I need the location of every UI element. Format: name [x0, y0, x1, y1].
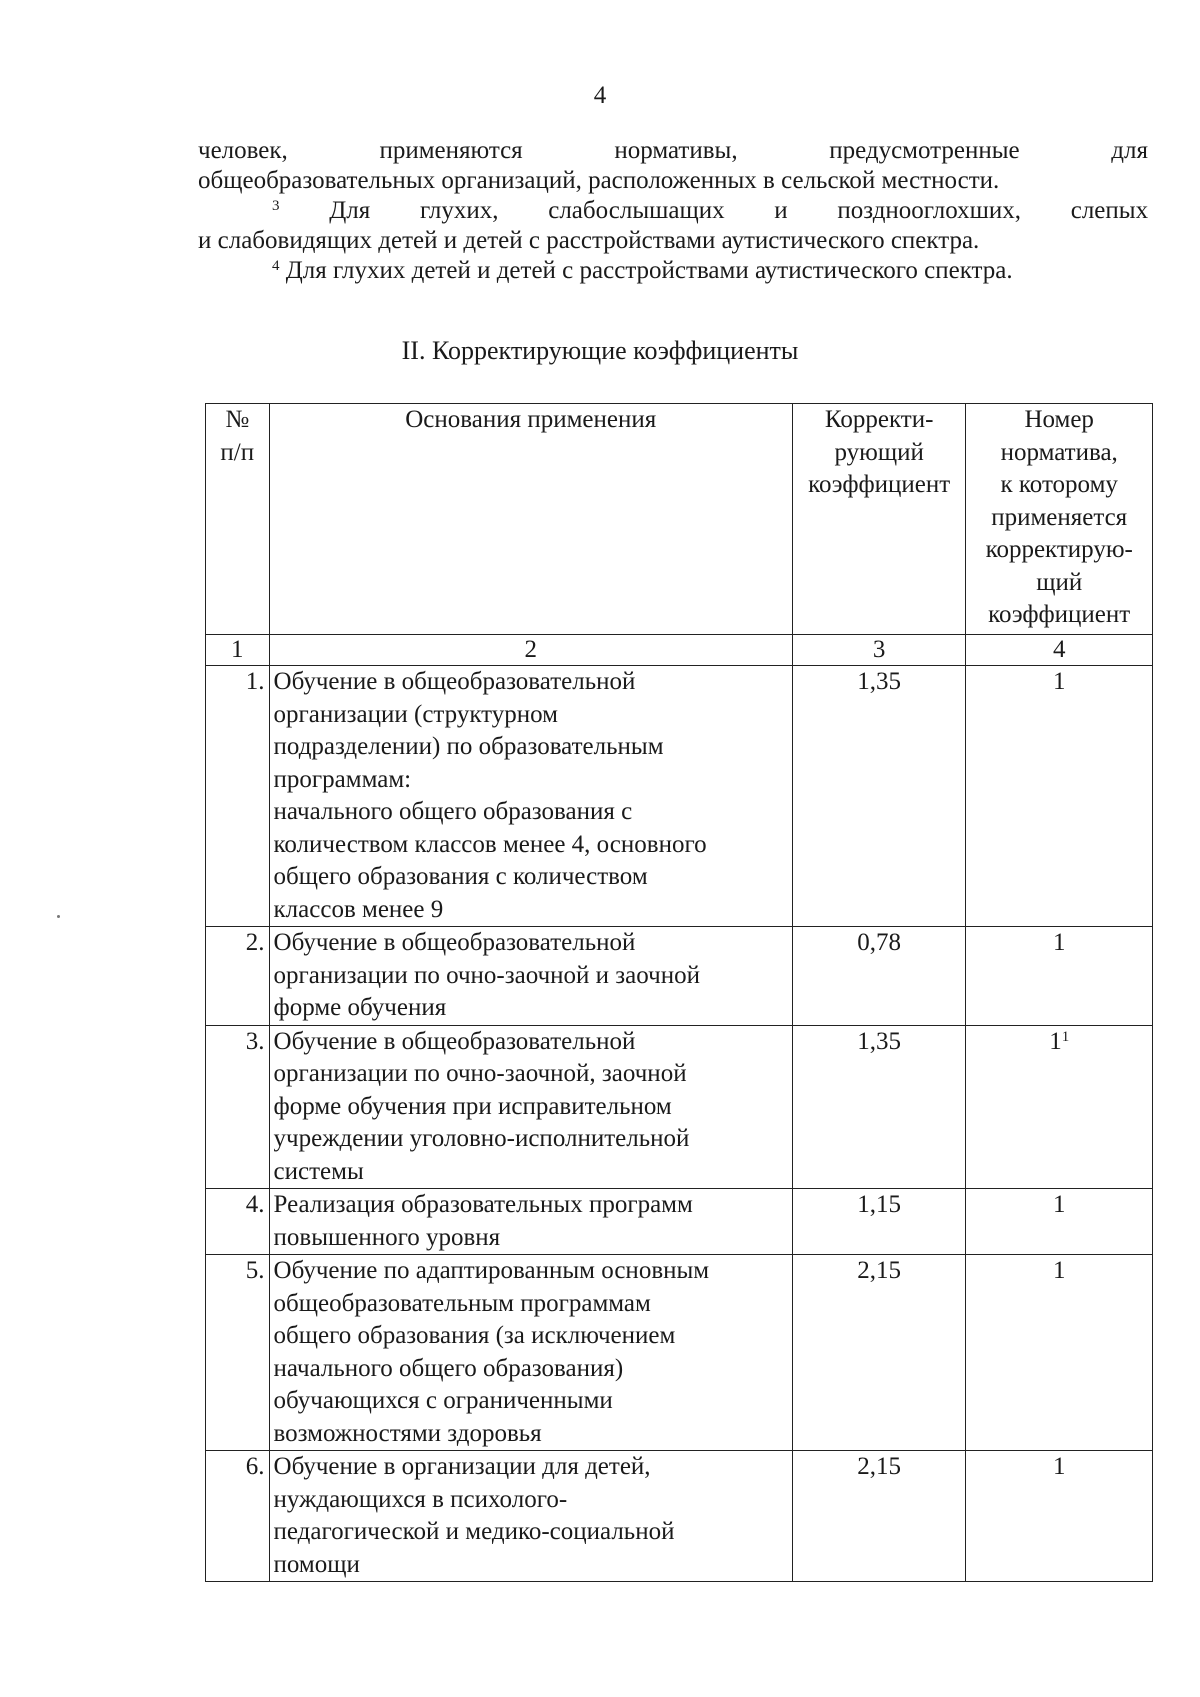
row-num: 2. [206, 927, 270, 1026]
norm-value: 1 [1049, 1027, 1062, 1055]
word: применяются [379, 137, 523, 164]
norm-value: 1 [1052, 929, 1066, 956]
column-number: 4 [966, 635, 1153, 666]
word: для [1111, 137, 1148, 164]
row-num: 6. [206, 1451, 270, 1582]
word: и [774, 197, 788, 224]
footnote-continuation [198, 136, 1148, 196]
row-coefficient: 1,15 [792, 1189, 965, 1255]
row-basis: Обучение по адаптированным основным общеобразовательным программам общего образования (за исключением начального общего образования) обучающихся с ограниченными возможностями здоровья [269, 1255, 792, 1451]
scan-speck [57, 915, 60, 918]
footnote-4-text: Для глухих детей и детей с расстройствами аутистического спектра. [285, 257, 1013, 284]
footnote-continuation-line2: общеобразовательных организаций, расположенных в сельской местности. [198, 167, 1000, 194]
row-basis: Обучение в общеобразовательной организации по очно-заочной, заочной форме обучения при исправительном учреждении уголовно-исполнительной системы [269, 1025, 792, 1189]
row-basis: Обучение в общеобразовательной организации (структурном подразделении) по образовательным программам: начального общего образования с количеством классов менее 4, основного общего образования с количеством классов менее 9 [269, 666, 792, 927]
footnote-3-line2: и слабовидящих детей и детей с расстройствами аутистического спектра. [198, 227, 980, 254]
footnote-mark: 4 [272, 258, 280, 274]
row-num: 1. [206, 666, 270, 927]
table-row [206, 1451, 1153, 1582]
table-row [206, 927, 1153, 1026]
norm-value: 1 [1052, 1191, 1066, 1218]
row-basis: Обучение в общеобразовательной организации по очно-заочной и заочной форме обучения [269, 927, 792, 1026]
word: позднооглохших, [837, 197, 1022, 224]
word: слепых [1070, 197, 1149, 224]
table-row [206, 1189, 1153, 1255]
word: Для [329, 197, 371, 224]
header-basis: Основания применения [269, 404, 792, 635]
footnote-4-line [198, 256, 1148, 286]
word: человек, [198, 137, 288, 164]
section-title: II. Корректирующие коэффициенты [401, 336, 799, 365]
row-norm-number [966, 1025, 1153, 1189]
column-number: 2 [269, 635, 792, 666]
row-norm-number [966, 927, 1153, 1026]
header-norm-number: Номер норматива, к которому применяется корректирую- щий коэффициент [966, 404, 1153, 635]
row-norm-number [966, 1189, 1153, 1255]
norm-value: 1 [1052, 1257, 1066, 1284]
row-num: 4. [206, 1189, 270, 1255]
norm-value: 1 [1052, 1453, 1066, 1480]
row-norm-number [966, 1255, 1153, 1451]
row-basis: Обучение в организации для детей, нуждающихся в психолого- педагогической и медико-социальной помощи [269, 1451, 792, 1582]
row-num: 3. [206, 1025, 270, 1189]
footnote-3-line1 [198, 196, 1148, 226]
word: нормативы, [614, 137, 738, 164]
coefficients-table [205, 403, 1153, 1582]
header-num: № п/п [206, 404, 270, 635]
row-num: 5. [206, 1255, 270, 1451]
norm-footnote-mark: 1 [1061, 1028, 1070, 1045]
table-row [206, 1255, 1153, 1451]
column-number: 1 [206, 635, 270, 666]
word: предусмотренные [829, 137, 1020, 164]
table-header-row [206, 404, 1153, 635]
table-column-numbers-row [206, 635, 1153, 666]
row-norm-number [966, 666, 1153, 927]
row-coefficient: 0,78 [792, 927, 965, 1026]
footnote-3 [198, 196, 1148, 256]
footnote-continuation-line1 [198, 136, 1148, 166]
row-basis: Реализация образовательных программ повышенного уровня [269, 1189, 792, 1255]
norm-value: 1 [1052, 668, 1066, 695]
row-coefficient: 1,35 [792, 1025, 965, 1189]
row-coefficient: 1,35 [792, 666, 965, 927]
row-coefficient: 2,15 [792, 1451, 965, 1582]
row-coefficient: 2,15 [792, 1255, 965, 1451]
table-row [206, 666, 1153, 927]
row-norm-number [966, 1451, 1153, 1582]
page-number: 4 [593, 82, 607, 109]
footnote-3-first [272, 197, 370, 224]
footnote-mark: 3 [272, 198, 280, 214]
word: глухих, [419, 197, 499, 224]
column-number: 3 [792, 635, 965, 666]
word: слабослышащих [548, 197, 725, 224]
header-coefficient: Корректи- рующий коэффициент [792, 404, 965, 635]
footnote-4 [198, 256, 1148, 286]
table-row [206, 1025, 1153, 1189]
